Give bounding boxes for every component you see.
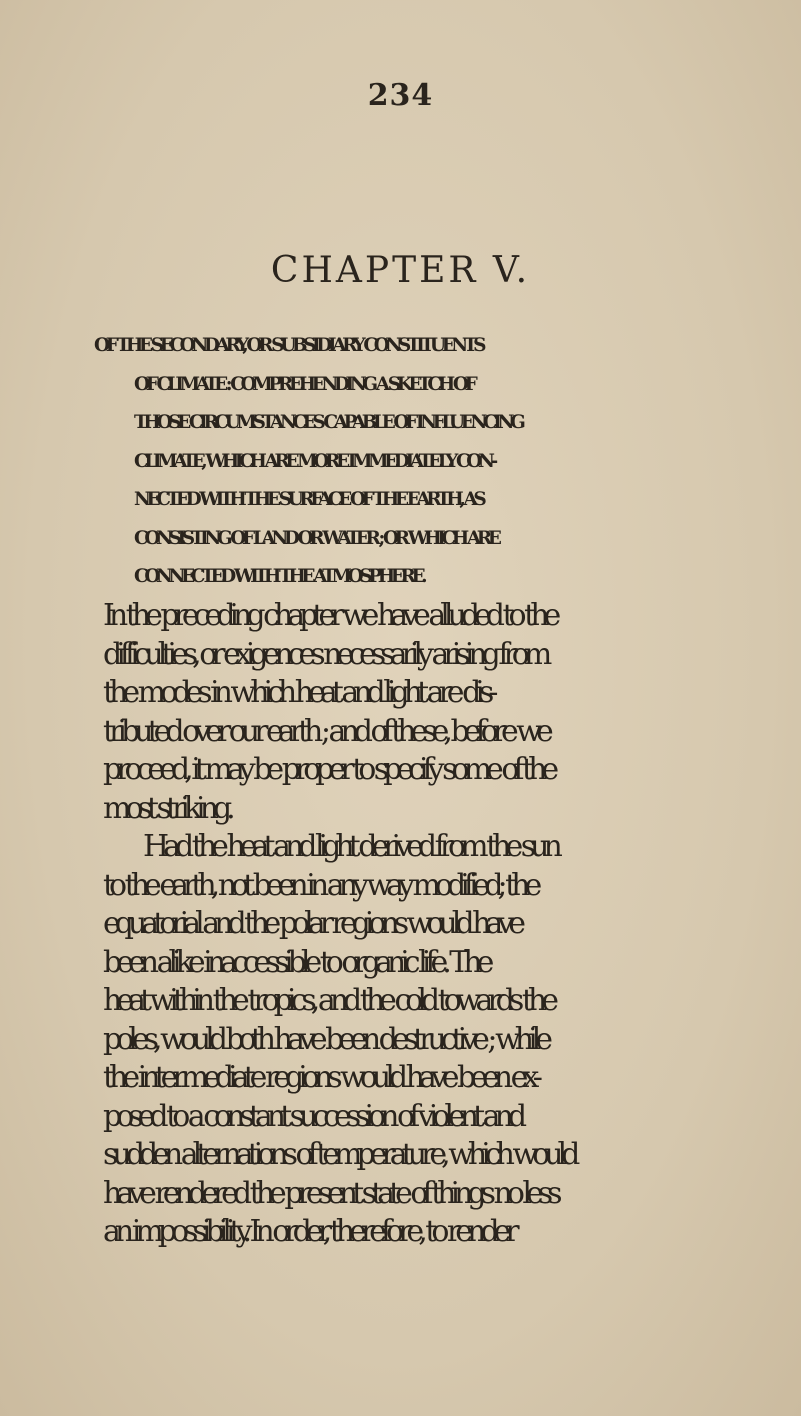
paragraph1-line: In the preceding chapter we have alluded to the xyxy=(103,598,556,633)
summary-line: THOSE CIRCUMSTANCES CAPABLE OF INFLUENCING xyxy=(134,412,522,433)
summary-line: OF THE SECONDARY, OR SUBSIDIARY CONSTITUENTS xyxy=(94,335,483,356)
paragraph2-line: to the earth, not been in any way modified; the xyxy=(103,867,537,903)
paragraph1-line: most striking. xyxy=(103,790,230,826)
paragraph1-line: difficulties, or exigences necessarily arising from xyxy=(103,636,547,672)
chapter-summary xyxy=(94,327,794,597)
paragraph2-line: Had the heat and light derived from the sun xyxy=(143,829,557,864)
chapter-title: CHAPTER V. xyxy=(270,250,531,291)
summary-line: CONNECTED WITH THE ATMOSPHERE. xyxy=(134,566,424,587)
paragraph2-line: an impossibility. In order, therefore, to render xyxy=(103,1214,514,1249)
paragraph1-line: tributed over our earth ; and of these, before we xyxy=(103,713,548,749)
paragraph1-line: the modes in which heat and light are dis- xyxy=(103,675,493,710)
page-number: 234 xyxy=(367,78,434,113)
summary-line: CONSISTING OF LAND OR WATER ; OR WHICH ARE xyxy=(134,527,498,549)
paragraph2-line: sudden alternations of temperature, which would xyxy=(103,1137,575,1172)
paragraph2-line: poles, would both have been destructive ; while xyxy=(103,1021,548,1057)
summary-line: CLIMATE, WHICH ARE MORE IMMEDIATELY CON- xyxy=(134,450,494,472)
paragraph2-line: posed to a constant succession of violent and xyxy=(103,1098,522,1134)
paragraph2-line: heat within the tropics, and the cold towards the xyxy=(103,983,553,1018)
paragraph1-line: proceed, it may be proper to specify some of the xyxy=(103,752,554,787)
paragraph2-line: the intermediate regions would have been ex- xyxy=(103,1060,537,1095)
summary-line: OF CLIMATE : COMPREHENDING A SKETCH OF xyxy=(134,373,474,395)
paragraph2-line: have rendered the present state of things no less xyxy=(103,1175,557,1211)
paragraph2-line: equatorial and the polar regions would have xyxy=(103,906,520,941)
summary-line: NECTED WITH THE SURFACE OF THE EARTH, AS xyxy=(134,489,483,510)
body-text xyxy=(103,597,793,1252)
paragraph2-line: been alike inaccessible to organic life. The xyxy=(103,944,489,980)
